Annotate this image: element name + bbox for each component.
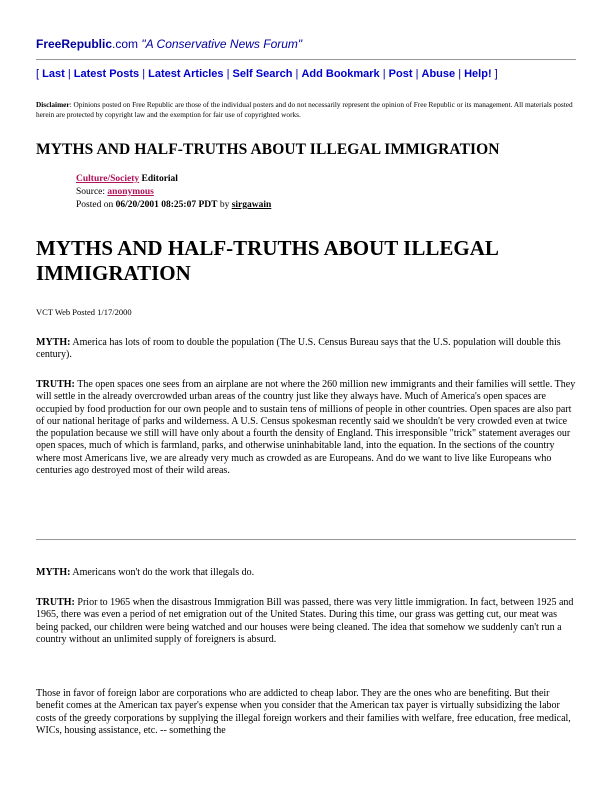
article-title-main: MYTHS AND HALF-TRUTHS ABOUT ILLEGAL IMMIGRATION — [36, 236, 498, 285]
nav-bar: [ Last | Latest Posts | Latest Articles | Self Search | Add Bookmark | Post | Abuse | Help! ] — [36, 68, 498, 80]
paragraph-3: Those in favor of foreign labor are corporations who are addicted to cheap labor. They are the ones who are benefiting. But their benefit comes at the American tax payer's expense when you consider that the American tax payer is virtually subsidizing the labor costs of the greedy corporations by supplying the illegal foreign workers and their families with welfare, free education, free medical, WICs, housing assistance, etc. -- something the — [36, 688, 571, 736]
truth-1-text: The open spaces one sees from an airplane are not where the 260 million new immigrants and their families will settle. They will settle in the already overcrowded urban areas of the country just like they always have. Much of America's open spaces are occupied by food production for our own people and to sustain tens of millions of people in other countries. Open spaces are also part of our national heritage of parks and wilderness. A U.S. Census spokesman recently said we shouldn't be very crowded even at twice the population because we still will have only about a fourth the density of England. This irresponsible "trick" statement averages our open spaces, much of which is farmland, parks, and otherwise uninhabitable land, into the equation. In the sections of the country where most Americans live, we are already very much as crowded as are Europeans. And do we want to live like Europeans who centuries ago destroyed most of their wild areas. — [36, 379, 576, 477]
myth-2 — [36, 567, 576, 579]
truth-label-2: TRUTH: — [36, 597, 75, 608]
article-title-top: MYTHS AND HALF-TRUTHS ABOUT ILLEGAL IMMIGRATION — [36, 141, 500, 158]
source-link[interactable]: anonymous — [107, 187, 154, 197]
meta-category-row — [76, 173, 271, 186]
disclaimer-text: : Opinions posted on Free Republic are those of the individual posters and do not necessarily represent the opinion of Free Republic or its management. All materials posted herein are protected by copyright law and the exemption for fair use of copyrighted works. — [36, 100, 573, 119]
myth-1-text: America has lots of room to double the population (The U.S. Census Bureau says that the U.S. population will double this century). — [36, 337, 561, 361]
nav-latest-posts[interactable]: Latest Posts — [73, 68, 140, 80]
truth-label: TRUTH: — [36, 379, 75, 390]
disclaimer-label: Disclaimer — [36, 100, 70, 109]
nav-self-search[interactable]: Self Search — [232, 68, 293, 80]
myth-label: MYTH: — [36, 337, 71, 348]
truth-1 — [36, 379, 576, 477]
source-label: Source: — [76, 187, 106, 197]
nav-close-bracket: ] — [494, 68, 498, 80]
truth-2 — [36, 597, 576, 646]
myth-2-text: Americans won't do the work that illegals do. — [72, 567, 255, 578]
nav-add-bookmark[interactable]: Add Bookmark — [301, 68, 380, 80]
nav-latest-articles[interactable]: Latest Articles — [148, 68, 224, 80]
myth-label-2: MYTH: — [36, 567, 71, 578]
section-divider — [36, 539, 576, 540]
nav-post[interactable]: Post — [388, 68, 413, 80]
myth-1 — [36, 337, 576, 362]
category-link[interactable]: Culture/Society — [76, 174, 140, 184]
site-name-suffix[interactable]: .com — [112, 37, 139, 51]
posted-date: 06/20/2001 08:25:07 PDT — [115, 200, 218, 210]
site-title[interactable] — [36, 37, 302, 51]
meta-posted-row — [76, 199, 271, 212]
disclaimer — [36, 100, 576, 120]
author-link[interactable]: sirgawain — [231, 200, 272, 210]
top-divider — [36, 59, 576, 60]
nav-open-bracket: [ — [36, 68, 40, 80]
nav-help[interactable]: Help! — [464, 68, 492, 80]
article-type: Editorial — [141, 174, 178, 184]
posted-label: Posted on — [76, 200, 114, 210]
article-meta — [76, 173, 271, 212]
web-posted: VCT Web Posted 1/17/2000 — [36, 307, 132, 317]
nav-abuse[interactable]: Abuse — [421, 68, 456, 80]
by-label: by — [219, 200, 230, 210]
truth-2-text: Prior to 1965 when the disastrous Immigration Bill was passed, there was very little immigration. In fact, between 1925 and 1965, there was even a period of net emigration out of the United States. During this time, our grass was getting cut, our meat was being packed, our children were being watched and our houses were being cleaned. The idea that somehow we suddenly can't run a country without an unlimited supply of foreigners is absurd. — [36, 597, 574, 645]
site-tagline: "A Conservative News Forum" — [141, 37, 303, 51]
nav-last[interactable]: Last — [42, 68, 65, 80]
meta-source-row — [76, 186, 271, 199]
site-name-bold[interactable]: FreeRepublic — [36, 37, 113, 51]
